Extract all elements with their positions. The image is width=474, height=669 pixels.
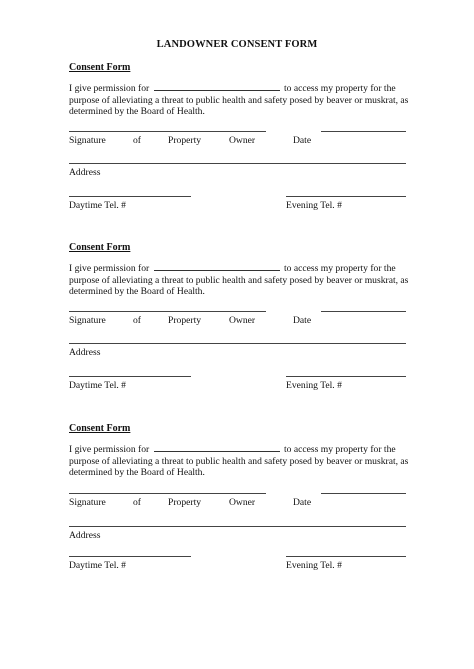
signature-line[interactable]	[69, 131, 266, 132]
of-label: of	[133, 497, 141, 508]
permission-paragraph	[69, 82, 414, 118]
address-line-top[interactable]	[69, 343, 406, 344]
evening-tel-label: Evening Tel. #	[286, 380, 342, 391]
date-label: Date	[293, 135, 312, 146]
owner-label: Owner	[229, 315, 256, 326]
daytime-tel-line[interactable]	[69, 196, 191, 197]
para-end: to access my property for the purpose of alleviating a threat to public health and safety posed by beaver or muskrat, as determined by the Board of Health.	[69, 263, 409, 298]
address-label: Address	[69, 167, 101, 178]
permission-paragraph	[69, 262, 414, 298]
evening-tel-line[interactable]	[286, 556, 406, 557]
property-label: Property	[168, 135, 202, 146]
daytime-tel-line[interactable]	[69, 556, 191, 557]
date-line[interactable]	[321, 493, 406, 494]
evening-tel-label: Evening Tel. #	[286, 560, 342, 571]
form-heading: Consent Form	[69, 62, 131, 73]
of-label: of	[133, 135, 141, 146]
daytime-tel-label: Daytime Tel. #	[69, 200, 126, 211]
permitted-party-blank[interactable]	[154, 82, 280, 91]
permitted-party-blank[interactable]	[154, 443, 280, 452]
address-line-top[interactable]	[69, 163, 406, 164]
property-label: Property	[168, 497, 202, 508]
address-label: Address	[69, 530, 101, 541]
date-label: Date	[293, 315, 312, 326]
consent-form-1	[0, 62, 474, 252]
address-line-top[interactable]	[69, 526, 406, 527]
date-label: Date	[293, 497, 312, 508]
permission-paragraph	[69, 443, 414, 479]
property-label: Property	[168, 315, 202, 326]
address-label: Address	[69, 347, 101, 358]
permitted-party-blank[interactable]	[154, 262, 280, 271]
signature-line[interactable]	[69, 493, 266, 494]
daytime-tel-label: Daytime Tel. #	[69, 560, 126, 571]
form-heading: Consent Form	[69, 242, 131, 253]
page-title: LANDOWNER CONSENT FORM	[156, 39, 318, 50]
daytime-tel-label: Daytime Tel. #	[69, 380, 126, 391]
consent-form-2	[0, 242, 474, 432]
of-label: of	[133, 315, 141, 326]
para-start: I give permission for	[69, 263, 150, 274]
signature-label: Signature	[69, 497, 106, 508]
form-heading: Consent Form	[69, 423, 131, 434]
signature-label: Signature	[69, 135, 106, 146]
owner-label: Owner	[229, 497, 256, 508]
signature-label: Signature	[69, 315, 106, 326]
daytime-tel-line[interactable]	[69, 376, 191, 377]
consent-form-3	[0, 423, 474, 613]
signature-line[interactable]	[69, 311, 266, 312]
para-end: to access my property for the purpose of alleviating a threat to public health and safety posed by beaver or muskrat, as determined by the Board of Health.	[69, 83, 409, 118]
owner-label: Owner	[229, 135, 256, 146]
para-end: to access my property for the purpose of alleviating a threat to public health and safety posed by beaver or muskrat, as determined by the Board of Health.	[69, 444, 409, 479]
date-line[interactable]	[321, 311, 406, 312]
evening-tel-line[interactable]	[286, 196, 406, 197]
evening-tel-label: Evening Tel. #	[286, 200, 342, 211]
para-start: I give permission for	[69, 83, 150, 94]
para-start: I give permission for	[69, 444, 150, 455]
evening-tel-line[interactable]	[286, 376, 406, 377]
date-line[interactable]	[321, 131, 406, 132]
